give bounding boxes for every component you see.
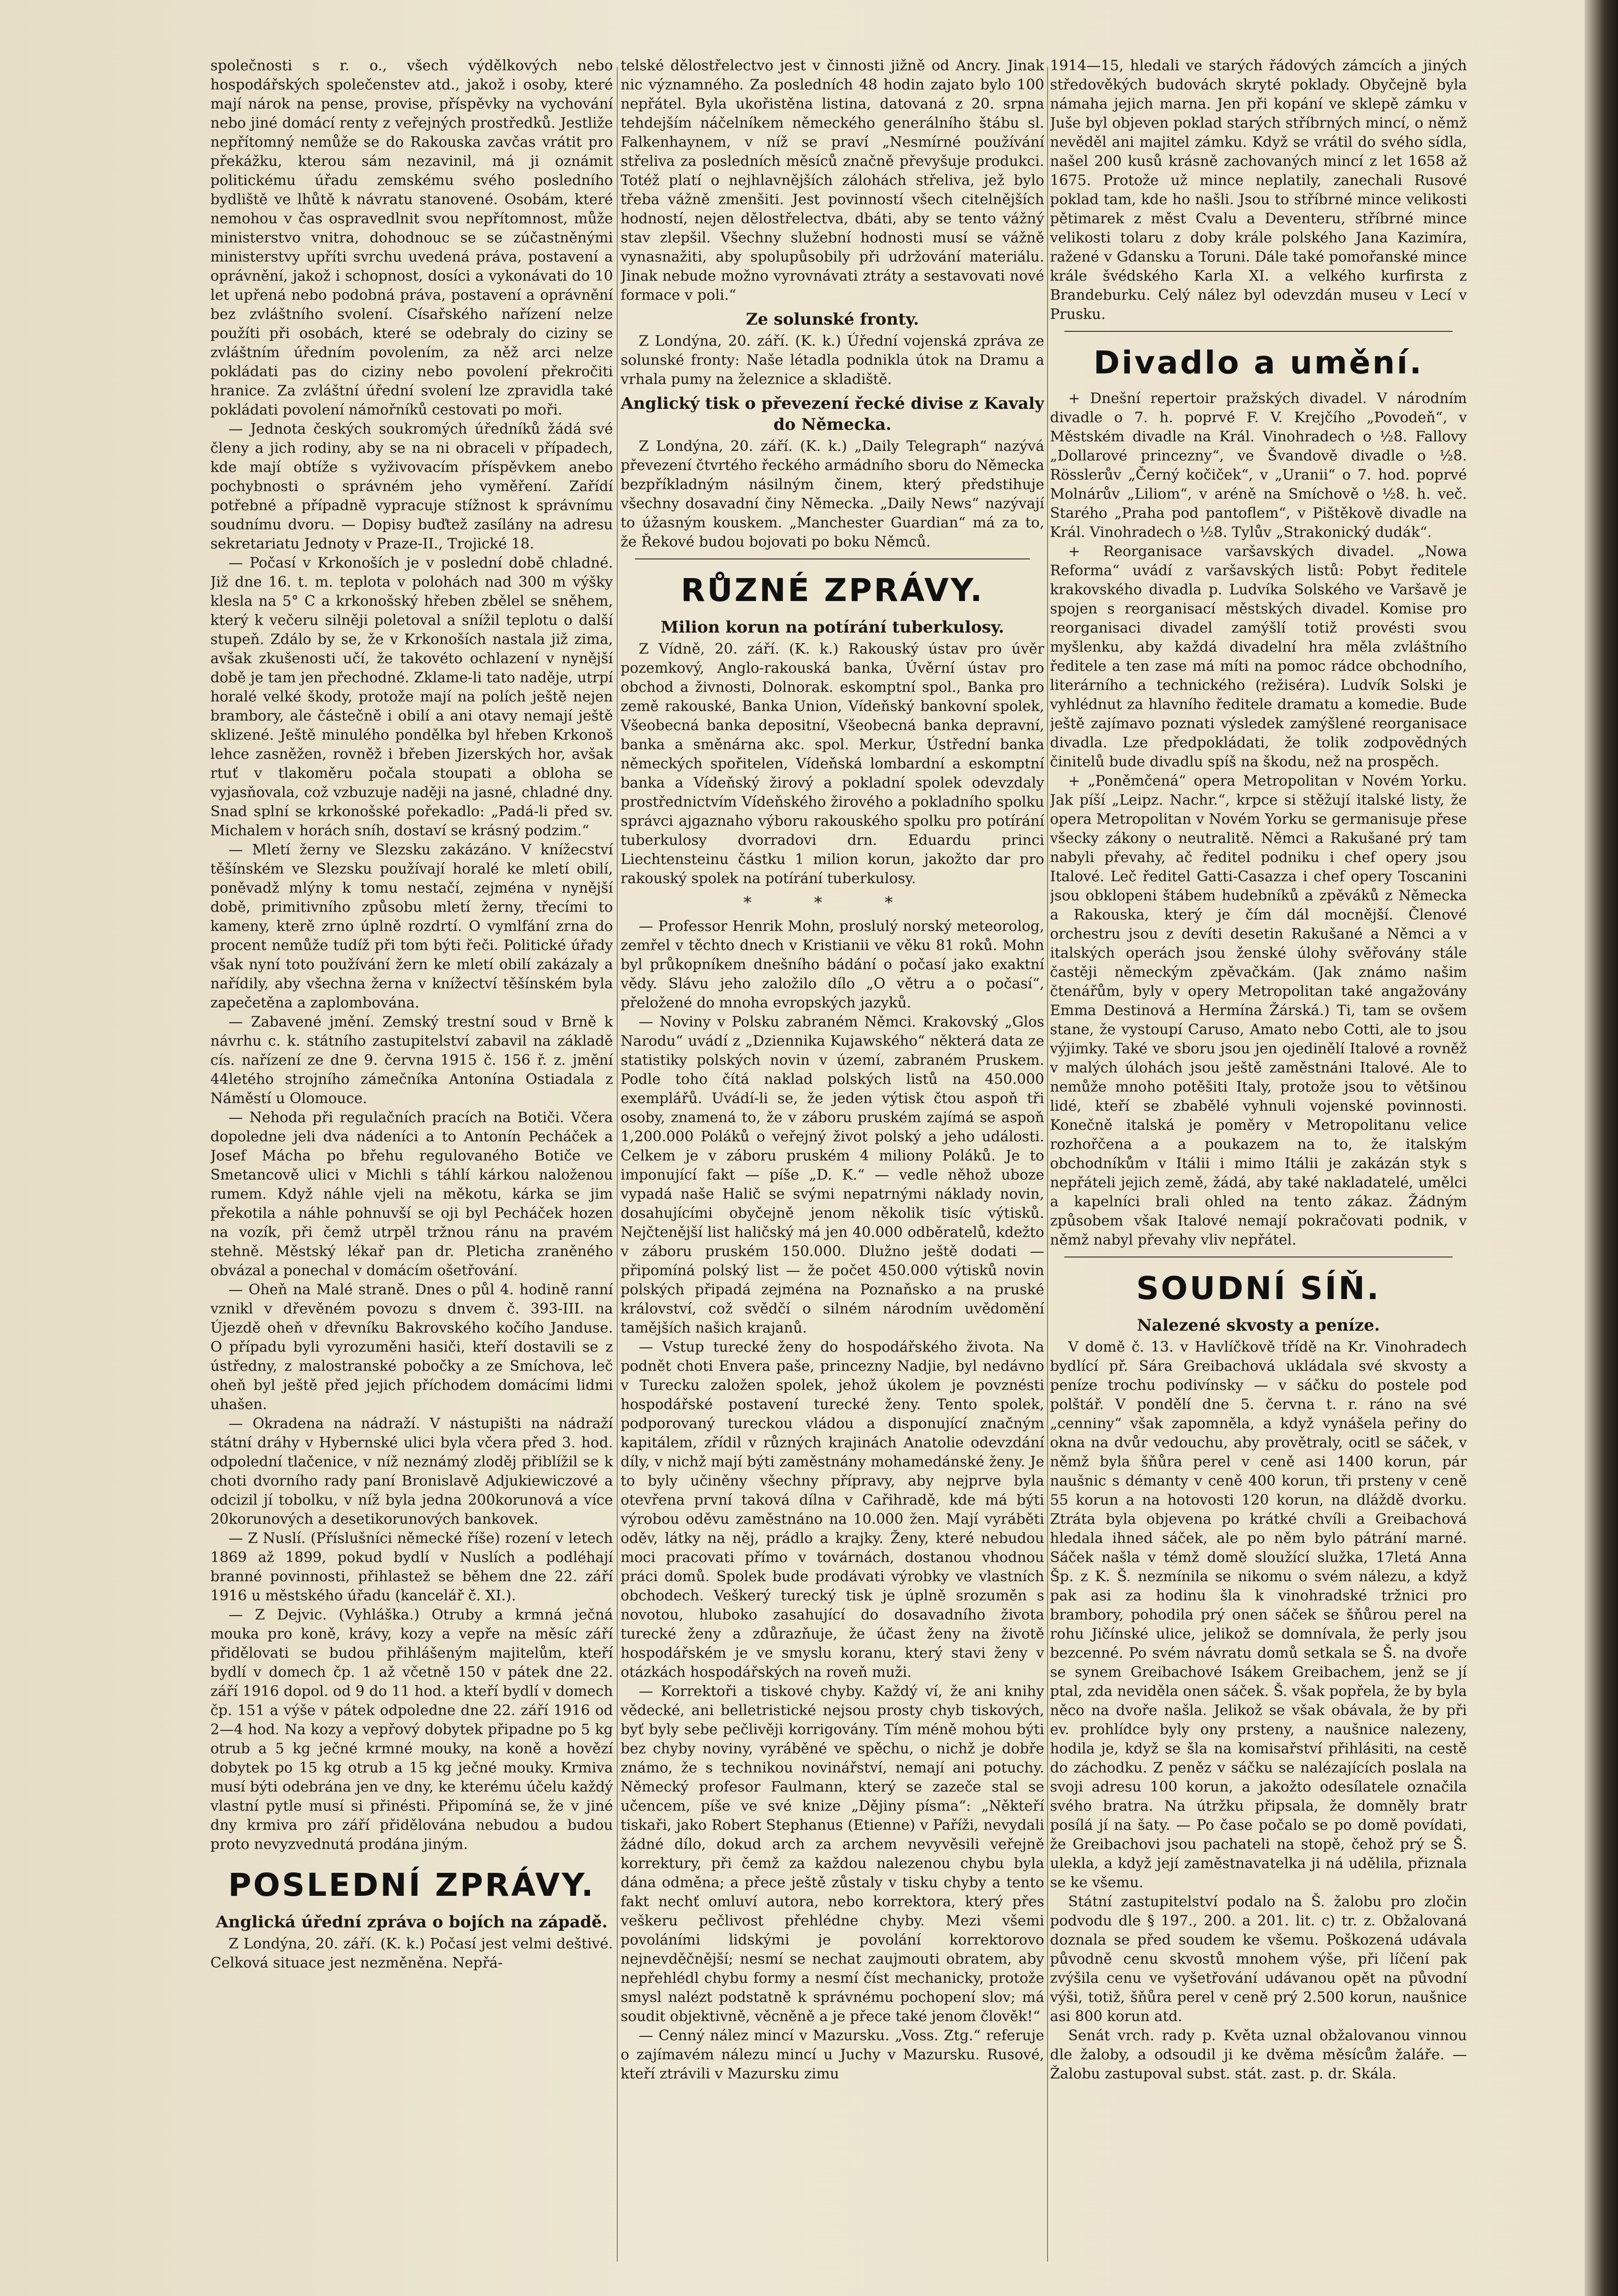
article-nalez-minci: — Cenný nález mincí v Mazursku. „Voss. Ztg.“ referuje o zajímavém nálezu mincí u Juchy v Mazursku. Rusové, kteří ztrávili v Mazursku zimu <box>621 2027 1044 2082</box>
article-reorganisace-divadel: + Reorganisace varšavských divadel. „Nowa Reforma“ uvádí z varšavských listů: Pobyt ředitele krakovského divadla p. Ludvíka Solského ve Varšavě je spojen s reorganisací městských divadel. Komise pro reorganisaci divadel zamýšlí totiž provésti svou myšlenku, aby každá divadelní hra měla zvláštního ředitele a ten zase má míti na pomoc rádce obchodního, literárního a technického (režiséra). Ludvík Solski je vyhlédnut za hlavního ředitele dramatu a komedie. Bude ještě zajímavo poznati výsledek zamýšlené reorganisace divadla. Lze předpokládati, že tolik zodpovědných činitelů bude divadlu spíš na škodu, než na prospěch. <box>1050 543 1467 770</box>
column-rule-1 <box>617 67 618 2262</box>
article-anglicky-tisk: Z Londýna, 20. září. (K. k.) „Daily Telegraph“ nazývá převezení čtvrtého řeckého armádního sboru do Německa bezpříkladným násilným činem, který předstihuje všechny dosavadní činy Německa. „Daily News“ nazývají to úžasným kouskem. „Manchester Guardian“ má za to, že Řekové budou bojovati po boku Němců. <box>621 438 1044 550</box>
article-paragraph: společnosti s r. o., všech výdělkových nebo hospodářských společenstev atd., jakož i osoby, které mají nárok na pense, provise, příspěvky na vychování nebo jiné domácí renty z veřejných prostředků. Jestliže nepřítomný nemůže se do Rakouska zavčas vrátit pro překážku, kterou sám nezavinil, má ji oznámit politickému úřadu zemskému svého posledního bydliště ve lhůtě k návratu stanovené. Osobám, které nemohou v čas ospravedlnit svou nepřítomnost, může ministerstvo vnitra, dohodnouc se se zúčastněnými ministerstvy upříti svrchu uvedená práva, postavení a oprávnění, jakož i schopnost, dosíci a vykonávati do 10 let upřená nebo podobná práva, postavení a oprávnění bez zvláštního svolení. Císařského nařízení nelze použíti při osobách, které se odebraly do ciziny se zvláštním úředním povolením, za něž arci nelze pokládati pas do ciziny nebo povolení překročiti hranice. Za zvláštní úřední svolení lze zpravidla také pokládati povolení námořníků cestovati po moři. <box>210 57 613 418</box>
section-banner-divadlo: Divadlo a umění. <box>1093 344 1423 381</box>
article-continued: telské dělostřelectvo jest v činnosti jižně od Ancry. Jinak nic významného. Za posledních 48 hodin zajato bylo 100 nepřátel. Byla ukořistěna listina, datovaná z 20. srpna tehdejším náčelníkem německého generálního štábu sl. Falkenhaynem, v níž se praví „Nesmírné používání střeliva za posledních měsíců značně převyšuje produkci. Totéž platí o nejhlavnějších zálohách střeliva, jež bylo třeba vážně zmenšiti. Jest povinností všech citelnějších hodností, nejen dělostřelectva, dbáti, aby se tento vážný stav zlepšil. Všechny služební hodnosti musí se vážně vynasnažiti, aby spolupůsobily při udržování materiálu. Jinak nebude možno vyrovnávati ztráty a sestavovati nové formace v poli.“ <box>621 57 1044 304</box>
article-okradena-nadrazi: — Okradena na nádraží. V nástupišti na nádraží státní dráhy v Hybernské ulici byla včera před 3. hod. odpolední tlačenice, v níž neznámý zloděj přiblížil se k choti dvorního rady paní Bronislavě Adjukiewiczové a odcizil jí tobolku, v níž byla jedna 200korunová a více 20korunových a desetikorunových bankovek. <box>210 1415 613 1528</box>
article-henrik-mohn: — Professor Henrik Mohn, proslulý norský meteorolog, zemřel v těchto dnech v Kristianii ve věku 81 roků. Mohn byl průkopníkem dnešního bádání o počasí jako exaktní vědy. Slávu jeho založilo dílo „O větru a o počasí“, přeložené do mnoha evropských jazyků. <box>621 918 1044 1011</box>
article-metropolitan: + „Poněmčená“ opera Metropolitan v Novém Yorku. Jak píší „Leipz. Nachr.“, krpce si stěžují italské listy, že opera Metropolitan v Novém Yorku se germanisuje přese všecky zákony o neutralitě. Němci a Rakušané prý tam nabyli převahy, ač ředitel podniku i chef opery jsou Italové. Leč ředitel Gatti-Casazza i chef opery Toscanini jsou obklopeni štábem hudebníků a zpěváků z Německa a Rakouska, který je čím dál mocnější. Členové orchestru jsou z devíti desetin Rakušané a Němci a v italských operách jsou ženské úlohy svěřovány stále častěji německým zpěvačkám. (Jak známo našim čtenářům, byly v opery Metropolitan také angažovány Emma Destinová a Hermína Žárská.) Ti, tam se ovšem stane, že vystoupí Caruso, Amato nebo Cotti, ale to jsou výjimky. Také ve sboru jsou jen ojedinělí Italové a rovněž v malých úlohách jsou ještě zaměstnáni Italové. Ale to nemůže mnoho potěšiti Italy, protože jsou to většinou lidé, kteří se zbabělé vyhnuli vojenské povinnosti. Konečně italská je poměry v Metropolitanu velice rozhořčena a a poukazem na to, že italským obchodníkům v Itálii i mimo Itálii je zakázán styk s nepřáteli jejich země, žádá, aby také nakladatelé, umělci a kapelníci brali ohled na tento zákaz. Žádným způsobem však Italové nemají pokračovati podnik, v němž nabyl převahy vliv nepřátel. <box>1050 773 1467 1248</box>
section-banner-soudni-sin: SOUDNÍ SÍŇ. <box>1136 1270 1381 1307</box>
article-solunska-fronta: Z Londýna, 20. září. (K. k.) Úřední vojenská zpráva ze solunské fronty: Naše létadla podnikla útok na Dramu a vrhala pumy na železnice a skladiště. <box>621 333 1044 388</box>
article-continued: 1914—15, hledali ve starých řádových zámcích a jiných středověkých budovách skryté poklady. Obyčejně byla námaha jejich marna. Jen při kopání ve sklepě zámku v Juše byl objeven poklad starých stříbrných mincí, o němž nevěděl ani majitel zámku. Když se vrátil do svého sídla, našel 200 kusů krásně zachovaných mincí z let 1658 až 1675. Protože už mince neplatily, zanechali Rusové poklad tam, kde ho našli. Jsou to stříbrné mince velikosti pětimarek z měst Cvalu a Deventeru, stříbrné mince velikosti tolaru z doby krále polského Jana Kazimíra, ražené v Gdansku a Toruni. Dále také pomořanské mince krále švédského Karla XI. a velkého kurfirsta z Brandeburku. Celý nález byl odevzdán museu v Lecí v Prusku. <box>1050 57 1467 323</box>
headline-anglicka-zprava: Anglická úřední zpráva o bojích na západě. <box>216 1913 608 1932</box>
headline-nalezene-skvosty: Nalezené skvosty a peníze. <box>1137 1316 1380 1335</box>
article-nalezene-skvosty: V domě č. 13. v Havlíčkově třídě na Kr. Vinohradech bydlící př. Sára Greibachová ukládala své skvosty a peníze trochu podivínsky — v sáčku do postele pod polštář. V pondělí dne 5. června t. r. ráno na své „cenniny“ však zapomněla, a když vynášela peřiny do okna na dvůr vedouchu, aby provětraly, ocitl se sáček, v němž byla šňůra perel v ceně asi 1400 korun, pár naušnic s démanty v ceně 400 korun, tři prsteny v ceně 55 korun a na hotovosti 120 korun, na dláždě dvorku. Ztráta byla objevena po krátké chvíli a Greibachová hledala ihned sáček, ale po něm bylo pátrání marné. Sáček našla v témž domě sloužící služka, 17letá Anna Šp. z K. Š. nezmínila se nikomu o svém nálezu, a když pak asi za hodinu šla k vinohradské tržnici pro brambory, pohodila prý onen sáček se šňůrou perel na rohu Jičínské ulice, jelikož se domnívala, že perly jsou bezcenné. Po svém návratu domů setkala se Š. na dvoře se synem Greibachové Isákem Greibachem, jenž se jí ptal, zda neviděla onen sáček. Š. však popřela, že by byla něco na dvoře našla. Jelikož se však obávala, že by při ev. prohlídce byly ony prsteny, a naušnice nalezeny, hodila je, když se šla na komisařství přihlásiti, na cestě do záchodku. Z peněz v sáčku se nalézajících poslala na svoji adresu 100 korun, a jakožto odesílatele označila svého bratra. Na útržku připsala, že domněly bratr posílá jí na šaty. — Po čase počalo se po domě povídati, že Greibachovi jsou pachateli na stopě, čehož prý se Š. ulekla, a když její zaměstnavatelka ji ná udělila, přiznala se ke všemu. <box>1050 1339 1467 1891</box>
article-noviny-polsko: — Noviny v Polsku zabraném Němci. Krakovský „Glos Narodu“ uvádí z „Dziennika Kujawského“ některá data ze statistiky polských novin v území, zabraném Pruskem. Podle toho čítá naklad polských listů na 450.000 exemplářů. Uvádí-li se, že jeden výtisk čtou aspoň tři osoby, znamená to, že v záboru pruském zajímá se aspoň 1,200.000 Poláků o veřejný život polský a jeho události. Celkem je v záboru pruském 4 miliony Poláků. Je to imponující fakt — píše „D. K.“ — vedle něhož ubozе vypadá naše Halič se svými nepatrnými náklady novin, dosahujícími obyčejně jenom několik tisíc výtisků. Nejčtenější list haličský má jen 40.000 odběratelů, kdežto v záboru pruském 150.000. Dlužno ještě dodati — připomíná polský list — že počet 450.000 výtisků novin polských připadá zejména na Poznaňsko a na pruské království, což svědčí o silném národním uvědomění tamějších našich krajanů. <box>621 1014 1044 1336</box>
section-banner-ruzne-zpravy: RŮZNÉ ZPRÁVY. <box>680 572 984 609</box>
article-zabavene-jmeni: — Zabavené jmění. Zemský trestní soud v Brně k návrhu c. k. státního zastupitelství zabavil na základě cís. nařízení ze dne 9. června 1915 č. 156 ř. z. jmění 44letého strojního zámečníka Antonína Ostiadala z Náměstí u Olomouce. <box>210 1014 613 1107</box>
page-edge <box>1585 0 1618 2296</box>
column-1 <box>210 56 613 2275</box>
article-pocasi-krkonose: — Počasí v Krkonoších je v poslední době chladné. Již dne 16. t. m. teplota v polohách nad 300 m výšky klesla na 5° C a krkonošský hřeben zbělel se sněhem, který k večeru silněji poletoval a snížil teplotu o další stupeň. Zdálo by se, že v Krkonoších nastala již zima, avšak zkušenosti učí, že takovéto ochlazení v nynější době je tam jen přechodné. Zklame-li tato naděje, utrpí horalé velké škody, protože mají na polích ještě nejen brambory, ale částečně i obilí a ani otavy nemají ještě sklizené. Ještě minulého pondělka byl hřeben Krkonoš lehce zasněžen, rovněž i břeben Jizerských hor, avšak rtuť v tlakoměru počala stoupati a obloha se vyjasňovala, což vzbuzuje naději na jasné, chladné dny. Snad splní se krkonošské pořekadlo: „Padá-li před sv. Michalem v horách sníh, dostaví se krásný podzim.“ <box>210 555 613 839</box>
article-londyn-pocasi: Z Londýna, 20. září. (K. k.) Počasí jest velmi deštivé. Celková situace jest nezměněna. Nepřá- <box>210 1935 613 1971</box>
article-z-nusli: — Z Nuslí. (Příslušníci německé říše) rození v letech 1869 až 1899, pokud bydlí v Nuslích a podléhají branné povinnosti, přihlastež se během dne 22. září 1916 u městského úřadu (kancelář č. XI.). <box>210 1530 613 1604</box>
headline-milion-korun: Milion korun na potírání tuberkulosy. <box>660 618 1005 637</box>
article-rozsudek: Senát vrch. rady p. Květa uznal obžalovanou vinnou dle žaloby, a odsoudil ji ke dvěma měsícům žaláře. — Žalobu zastupoval subst. stát. zast. p. dr. Skála. <box>1050 2027 1467 2082</box>
article-ohen-mala-strana: — Oheň na Malé straně. Dnes o půl 4. hodině ranní vznikl v dřevěném povozu s dnvem č. 393-III. na Újezdě oheň v dřevníku Bakrovského kočího Janduse. O případu byli vyrozuměni hasiči, kteří dostavili se z ústředny, z malostranské pobočky a ze Smíchova, leč oheň byl ještě před jejich příchodem domácími lidmi uhašen. <box>210 1281 613 1413</box>
divider <box>635 558 1030 559</box>
headline-anglicky-tisk: Anglický tisk o převezení řecké divise z Kavaly do Německa. <box>621 394 1044 434</box>
divider <box>1064 331 1453 332</box>
column-2 <box>621 56 1044 2275</box>
article-milion-korun: Z Vídně, 20. září. (K. k.) Rakouský ústav pro úvěr pozemkový, Anglo-rakouská banka, Úvěrní ústav pro obchod a živnosti, Dolnorak. eskomptní spol., Banka pro země rakouské, Banka Union, Vídeňský bankovní spolek, Všeobecná banka depositní, Všeobecná banka depravní, banka a směnárna akc. spol. Merkur, Ústřední banka německých spořitelen, Vídeňská lombardní a eskomptní banka a Vídeňský žirový a pokladní spolek odevzdaly prostřednictvím Vídeňského žirového a pokladního spolku správci ajgaznaho výboru rakouského spolku pro potírání tuberkulosy dvorradovi drn. Eduardu princi Liechtensteinu částku 1 milion korun, jakožto dar pro rakouský spolek na potírání tuberkulosy. <box>621 641 1044 887</box>
article-korrektori: — Korrektoři a tiskové chyby. Každý ví, že ani knihy vědecké, ani belletristické nejsou prosty chyb tiskových, byť byly sebe pečlivěji korrigovány. Tím méně mohou býti bez chyby noviny, vyráběné ve spěchu, o nichž je dobře známo, že s technikou novinářství, nemají ani potuchy. Německý profesor Faulmann, který se zazeče stal se učencem, píše ve své knize „Dějiny písma“: „Někteří tiskaři, jako Robert Stephanus (Etienne) v Paříži, nevydali žádné dílo, dokud arch za archem nevyvěsili veřejně korrektury, při čemž za každou nalezenou chybu byla dána odměna; a přece ještě zůstaly v tisku chyby a tento fakt nechť omluví autora, nebo korrektora, který přes veškeru pečlivost přehlédne chyby. Mezi všemi povoláními lidskými je povolání korrektorovo nejnevděčnější; nesmí se nechat zaujmouti obratem, aby nepřehlédl chybu formy a nesmí číst mechanicky, protože smysl nalézt podstatně k správnému pochopení slov; má soudit objektivně, věcněně a je přece také jenom člověk!“ <box>621 1683 1044 2025</box>
article-z-dejvic: — Z Dejvic. (Vyhláška.) Otruby a krmná ječná mouka pro koně, krávy, kozy a vepře na měsíc září přidělovati se budou přihlášeným majitelům, kteří bydlí v domech čp. 1 až včetně 150 v pátek dne 22. září 1916 dopol. od 9 do 11 hod. a kteří bydlí v domech čp. 151 a výše v pátek odpoledne dne 22. září 1916 od 2—4 hod. Na kozy a vepřový dobytek připadne po 5 kg otrub a 5 kg ječné krmné mouky, na koně a hovězí dobytek po 15 kg otrub a 15 kg ječné mouky. Krmiva musí býti odebrána jen ve dny, ke kterému účelu každý vlastní pytle musí si přinésti. Připomíná se, že v jiné dny krmiva pro září přidělována nebudou a budou proto nevyzvednutá prodána jiným. <box>210 1607 613 1853</box>
article-turecke-zeny: — Vstup turecké ženy do hospodářského života. Na podnět choti Envera paše, princezny Nadjie, byl nedávno v Turecku založen spolek, jehož úkolem je povznésti hospodářské postavení turecké ženy. Tento spolek, podporovaný tureckou vládou a disponující značným kapitálem, zřídil v různých krajinách Anatolie odevzdání díly, v nichž mají býti zaměstnány mohamedánské ženy. Je to byly učiněny všechny přípravy, aby nejprve byla otevřena první taková dílna v Cařihradě, kde má býti výrobou oděvu zaměstnáno na 10.000 žen. Mají vyráběti oděv, látky na něj, prádlo a krajky. Ženy, které nebudou moci pracovati přímo v továrnách, dostanou vhodnou práci domů. Spolek bude prodávati výrobky ve vlastních obchodech. Veškerý turecký tisk je úplně srozuměn s novotou, hluboko zasahující do dosavadního života turecké ženy a zdůrazňuje, že účast ženy na životě hospodářském je ve smyslu koranu, který stavi ženy v otázkách hospodářských na roveň muži. <box>621 1339 1044 1681</box>
article-zerny-slezsko: — Mletí žerny ve Slezsku zakázáno. V knížecství těšínském ve Slezsku používají horalé ke mletí obilí, poněvadž mlýny k tomu nestačí, zejména v nynější době, primitivního způsobu mletí žerny, třecími to kameny, kterě zrno úplně rozdrtí. O vymlfání zrna do procent nemůže tudíž při tom býti řeči. Politické úřady však nyní toto používání žern ke mletí obilí zakázaly a nařídily, aby všechna žerna v knížectví těšínském byla zapečetěna a zaplombována. <box>210 842 613 1011</box>
separator-stars: * * * <box>743 893 922 912</box>
article-nehoda-botic: — Nehoda při regulačních pracích na Botiči. Včera dopoledne jeli dva nádeníci a to Antonín Pecháček a Josef Mácha po břehu regulovaného Botiče ve Smetancově ulici v Michli s táhlí kárkou naloženou rumem. Když náhle vjeli na měkotu, kárka se jim překotila a náhle pohnuvší se oji byl Pecháček hozen na vozík, při čemž utrpěl tržnou ránu na pravém stehně. Městský lékař pan dr. Pleticha zraněného obvázal a ponechal v domácím ošetřování. <box>210 1109 613 1279</box>
section-banner-posledni-zpravy: POSLEDNÍ ZPRÁVY. <box>228 1867 595 1903</box>
column-3 <box>1050 56 1467 2275</box>
article-repertoir: + Dnešní repertoir pražských divadel. V národním divadle o 7. h. poprvé F. V. Krejčího „Povodeň“, v Městském divadle na Král. Vinohradech o ½8. Fallovy „Dollarové princezny“, ve Švandově divadle o ½8. Rösslerův „Černý kočiček“, v „Uranii“ o 7. hod. poprvé Molnárův „Liliom“, v aréně na Smíchově o ½8. h. več. Starého „Praha pod pantoflem“, v Pištěkově divadle na Král. Vinohradech o ½8. Tylův „Strakonický dudák“. <box>1050 390 1467 541</box>
article-jednota-uredniku: — Jednota českých soukromých úředníků žádá své členy a jich rodiny, aby se na ni obraceli v případech, kde mají obtíže s vyživovacím příspěvkem anebo pochybnosti o správném jeho vyměření. Zařídí potřebné a případně vypracuje stížnost k správnímu soudnímu dvoru. — Dopisy buďtež zasílány na adresu sekretariatu Jednoty v Praze-II., Trojické 18. <box>210 421 613 552</box>
article-zaloba: Státní zastupitelství podalo na Š. žalobu pro zločin podvodu dle § 197., 200. a 201. lit. c) tr. z. Obžalovaná doznala se před soudem ke všemu. Poškozená udávala původně cenu skvostů mnohem výše, při líčení pak zvýšila cenu ve vyšetřování udávanou opět na původní výši, totiž, šňůra perel v ceně prý 2.500 korun, naušnice asi 800 korun atd. <box>1050 1893 1467 2025</box>
column-rule-2 <box>1047 67 1048 2262</box>
headline-solunska-fronta: Ze solunské fronty. <box>746 310 919 329</box>
